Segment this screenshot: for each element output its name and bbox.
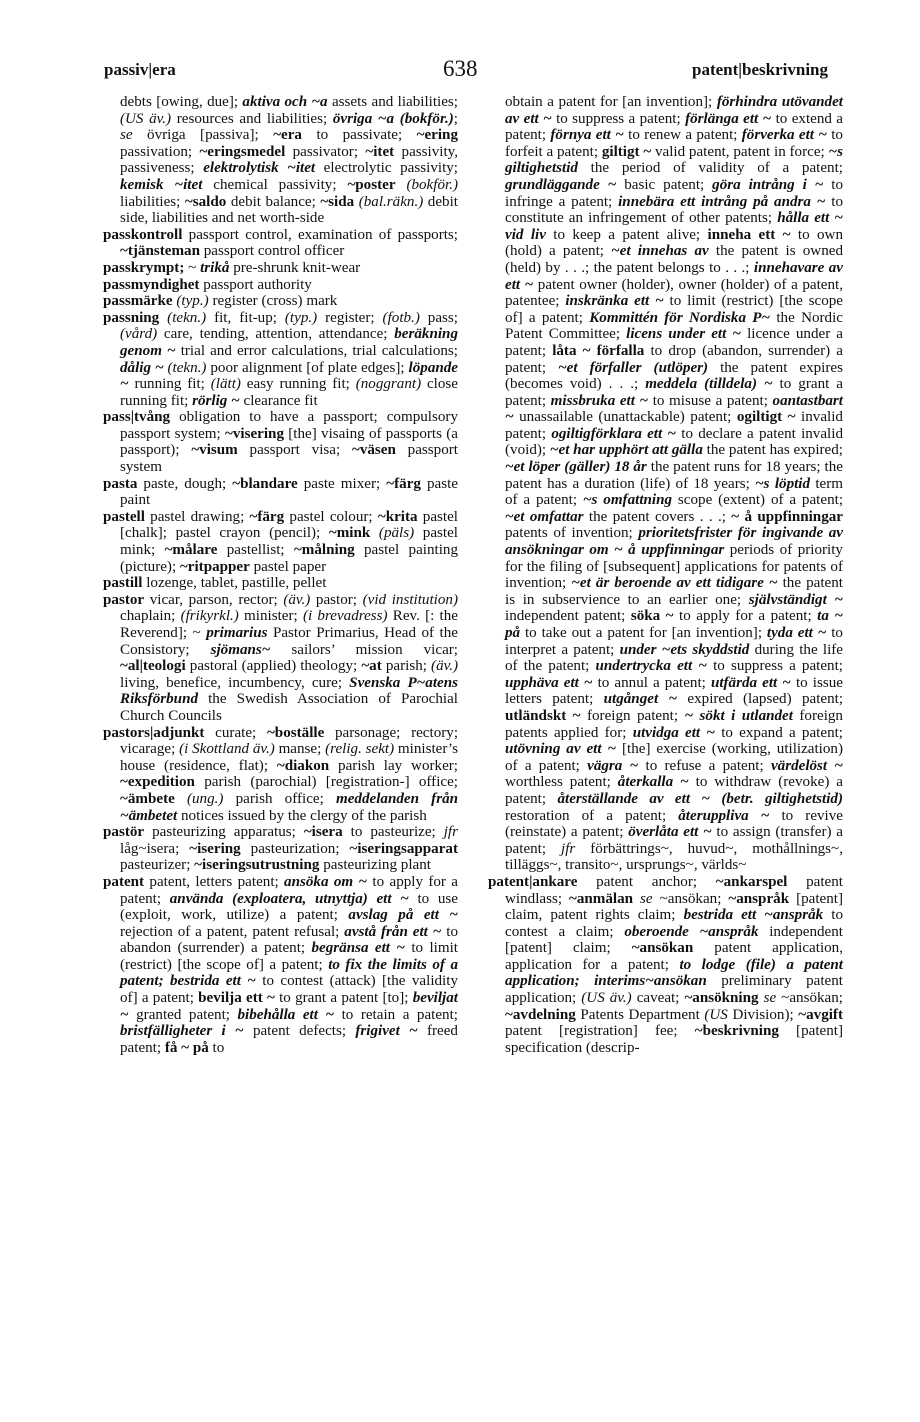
- left-guide-word: passiv|era: [104, 60, 176, 79]
- dictionary-entry: pastors|adjunkt curate; ~boställe parsonage; rectory; vicarage; (i Skottland äv.) manse; (relig. sekt) minister’s house (residence, flat); ~diakon parish lay worker; ~expedition parish (parochial) [registration-] office; ~ämbete (ung.) parish office; meddelanden från ~ämbetet notices issued by the clergy of the parish: [103, 724, 459, 824]
- dictionary-entry: passning (tekn.) fit, fit-up; (typ.) register; (fotb.) pass; (vård) care, tending, attention, attendance; beräkning genom ~ trial and error calculations, trial calculations; dålig ~ (tekn.) poor alignment [of plate edges]; löpande ~ running fit; (lätt) easy running fit; (noggrant) close running fit; rörlig ~ clearance fit: [103, 309, 459, 409]
- dictionary-entry: pastill lozenge, tablet, pastille, pellet: [103, 575, 327, 592]
- dictionary-entry: pastor vicar, parson, rector; (äv.) pastor; (vid institution) chaplain; (frikyrkl.) minister; (i brevadress) Rev. [: the Reverend]; ~ primarius Pastor Primarius, Head of the Consistory; sjömans~ sailors’ mission vicar; ~al|teologi pastoral (applied) theology; ~at parish; (äv.) living, benefice, incumbency, cure; Svenska P~atens Riksförbund the Swedish Association of Parochial Church Councils: [103, 591, 459, 724]
- entry-continuation: obtain a patent for [an invention]; förhindra utövandet av ett ~ to suppress a patent; förlänga ett ~ to extend a patent; förnya ett ~ to renew a patent; förverka ett ~ to forfeit a patent; giltigt ~ valid patent, patent in force; ~s giltighetstid the period of validity of a patent; grundläggande ~ basic patent; göra intrång i ~ to infringe a patent; innebära ett intrång på andra ~ to constitute an infringement of other patents; hålla ett ~ vid liv to keep a patent alive; inneha ett ~ to own (hold) a patent; ~et innehas av the patent is owned (held) by . . .; the patent belongs to . . .; innehavare av ett ~ patent owner (holder), owner (holder) of a patent, patentee; inskränka ett ~ to limit (restrict) [the scope of] a patent; Kommittén för Nordiska P~ the Nordic Patent Committee; licens under ett ~ licence under a patent; låta ~ förfalla to drop (abandon, surrender) a patent; ~et förfaller (utlöper) the patent expires (becomes void) . . .; meddela (tilldela) ~ to grant a patent; missbruka ett ~ to misuse a patent; oantastbart ~ unassailable (unattackable) patent; ogiltigt ~ invalid patent; ogiltigförklara ett ~ to declare a patent invalid (void); ~et har upphört att gälla the patent has expired; ~et löper (gäller) 18 år the patent runs for 18 years; the patent has a duration (life) of 18 years; ~s löptid term of a patent; ~s omfattning scope (extent) of a patent; ~et omfattar the patent covers . . .; ~ å uppfinningar patents of invention; prioritetsfrister för ingivande av ansökningar om ~ å uppfinningar periods of priority for the filing of [subsequent] applications for patents of invention; ~et är beroende av ett tidigare ~ the patent is in subservience to an earlier one; självständigt ~ independent patent; söka ~ to apply for a patent; ta ~ på to take out a patent for [an invention]; tyda ett ~ to interpret a patent; under ~ets skyddstid during the life of the patent; undertrycka ett ~ to suppress a patent; upphäva ett ~ to annul a patent; utfärda ett ~ to issue letters patent; utgånget ~ expired (lapsed) patent; utländskt ~ foreign patent; ~ sökt i utlandet foreign patents applied for; utvidga ett ~ to expand a patent; utövning av ett ~ [the] exercise (working, utilization) of a patent; vägra ~ to refuse a patent; värdelöst ~ worthless patent; återkalla ~ to withdraw (revoke) a patent; återställande av ett ~ (betr. giltighetstid) restoration of a patent; återuppliva ~ to revive (reinstate) a patent; överlåta ett ~ to assign (transfer) a patent; jfr förbättrings~, huvud~, mothållnings~, tilläggs~, transito~, ursprungs~, världs~: [505, 94, 844, 874]
- dictionary-entry: patent|ankare patent anchor; ~ankarspel patent windlass; ~anmälan se ~ansökan; ~anspråk [patent] claim, patent rights claim; bestrida ett ~anspråk to contest a claim; oberoende ~anspråk independent [patent] claim; ~ansökan patent application, application for a patent; to lodge (file) a patent application; interims~ansökan preliminary patent application; (US äv.) caveat; ~ansökning se ~ansökan; ~avdelning Patents Department (US Division); ~avgift patent [registration] fee; ~beskrivning [patent] specification (descrip-: [488, 873, 844, 1056]
- dictionary-entry: passkrympt; ~ trikå pre-shrunk knit-wear: [103, 259, 361, 276]
- dictionary-entry: passmärke (typ.) register (cross) mark: [103, 293, 338, 310]
- right-column: [488, 94, 843, 1056]
- dictionary-entry: passkontroll passport control, examination of passports; ~tjänsteman passport control officer: [103, 226, 458, 260]
- page-header: [0, 56, 920, 84]
- dictionary-entry: pastell pastel drawing; ~färg pastel colour; ~krita pastel [chalk]; pastel crayon (pencil); ~mink (päls) pastel mink; ~målare pastellist; ~målning pastel painting (picture); ~ritpapper pastel paper: [103, 508, 459, 575]
- left-column: [103, 94, 458, 1056]
- dictionary-entry: pasta paste, dough; ~blandare paste mixer; ~färg paste paint: [103, 475, 458, 509]
- dictionary-entry: patent patent, letters patent; ansöka om ~ to apply for a patent; använda (exploatera, utnyttja) ett ~ to use (exploit, work, utilize) a patent; avslag på ett ~ rejection of a patent, patent refusal; avstå från ett ~ to abandon (surrender) a patent; begränsa ett ~ to limit (restrict) [the scope of] a patent; to fix the limits of a patent; bestrida ett ~ to contest (attack) [the validity of] a patent; bevilja ett ~ to grant a patent [to]; beviljat ~ granted patent; bibehålla ett ~ to retain a patent; bristfälligheter i ~ patent defects; frigivet ~ freed patent; få ~ på to: [103, 873, 459, 1056]
- dictionary-entry: passmyndighet passport authority: [103, 276, 312, 293]
- page-number: 638: [443, 56, 478, 81]
- right-guide-word: patent|beskrivning: [692, 60, 828, 79]
- dictionary-entry: pass|tvång obligation to have a passport; compulsory passport system; ~visering [the] visaing of passports (a passport); ~visum passport visa; ~väsen passport system: [103, 409, 458, 476]
- dictionary-entry: pastör pasteurizing apparatus; ~isera to pasteurize; jfr låg~isera; ~isering pasteurization; ~iseringsapparat pasteurizer; ~iseringsutrustning pasteurizing plant: [103, 824, 458, 874]
- entry-continuation: debts [owing, due]; aktiva och ~a assets and liabilities; (US äv.) resources and liabilities; övriga ~a (bokför.); se övriga [passiva]; ~era to passivate; ~ering passivation; ~eringsmedel passivator; ~itet passivity, passiveness; elektrolytisk ~itet electrolytic passivity; kemisk ~itet chemical passivity; ~poster (bokför.) liabilities; ~saldo debit balance; ~sida (bal.räkn.) debit side, liabilities and net worth-side: [120, 94, 458, 227]
